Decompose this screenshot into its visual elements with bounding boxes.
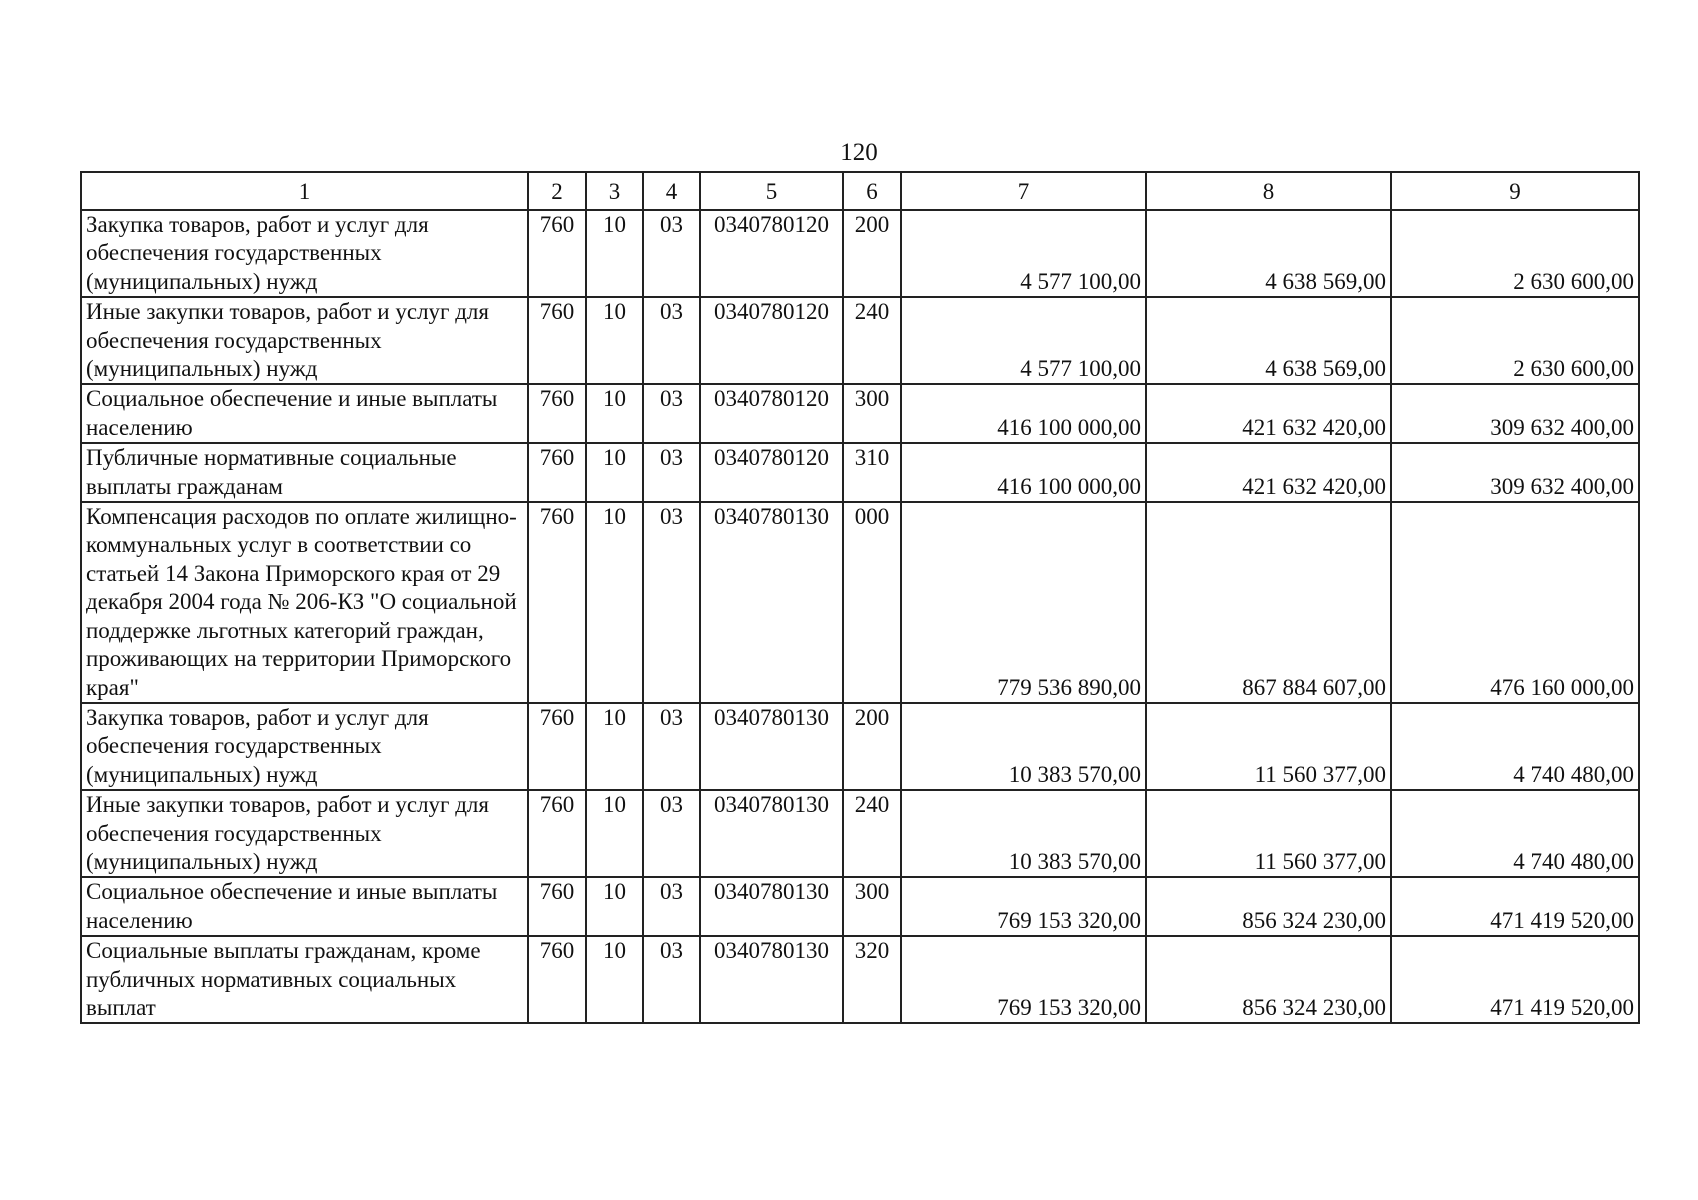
expense-type-code: 320: [843, 936, 901, 1023]
page-number: 120: [840, 139, 878, 166]
amount-col-7: 769 153 320,00: [901, 936, 1146, 1023]
amount-col-9: 2 630 600,00: [1391, 297, 1639, 384]
amount-col-8: 4 638 569,00: [1146, 297, 1391, 384]
amount-col-9: 471 419 520,00: [1391, 877, 1639, 936]
section-code: 10: [586, 877, 643, 936]
expense-name: Публичные нормативные социальные выплаты гражданам: [81, 443, 528, 502]
ministry-code: 760: [528, 877, 586, 936]
expense-name: Иные закупки товаров, работ и услуг для обеспечения государственных (муниципальных) нужд: [81, 297, 528, 384]
subsection-code: 03: [643, 936, 700, 1023]
section-code: 10: [586, 936, 643, 1023]
ministry-code: 760: [528, 703, 586, 790]
amount-col-9: 309 632 400,00: [1391, 384, 1639, 443]
subsection-code: 03: [643, 703, 700, 790]
expense-type-code: 200: [843, 210, 901, 297]
amount-col-9: 4 740 480,00: [1391, 703, 1639, 790]
amount-col-8: 867 884 607,00: [1146, 502, 1391, 703]
amount-col-8: 856 324 230,00: [1146, 877, 1391, 936]
amount-col-9: 476 160 000,00: [1391, 502, 1639, 703]
amount-col-9: 309 632 400,00: [1391, 443, 1639, 502]
ministry-code: 760: [528, 297, 586, 384]
amount-col-9: 4 740 480,00: [1391, 790, 1639, 877]
expense-type-code: 240: [843, 297, 901, 384]
section-code: 10: [586, 210, 643, 297]
section-code: 10: [586, 443, 643, 502]
expense-name: Иные закупки товаров, работ и услуг для обеспечения государственных (муниципальных) нужд: [81, 790, 528, 877]
target-article-code: 0340780130: [700, 936, 843, 1023]
amount-col-7: 416 100 000,00: [901, 443, 1146, 502]
expense-type-code: 300: [843, 877, 901, 936]
header-cell-3: 3: [586, 172, 643, 210]
table-row: [81, 297, 1639, 384]
subsection-code: 03: [643, 210, 700, 297]
amount-col-7: 779 536 890,00: [901, 502, 1146, 703]
target-article-code: 0340780130: [700, 502, 843, 703]
header-cell-4: 4: [643, 172, 700, 210]
table-row: [81, 703, 1639, 790]
amount-col-8: 421 632 420,00: [1146, 384, 1391, 443]
subsection-code: 03: [643, 297, 700, 384]
amount-col-7: 4 577 100,00: [901, 210, 1146, 297]
expense-type-code: 240: [843, 790, 901, 877]
header-cell-8: 8: [1146, 172, 1391, 210]
target-article-code: 0340780120: [700, 443, 843, 502]
target-article-code: 0340780120: [700, 210, 843, 297]
expense-name: Социальные выплаты гражданам, кроме публичных нормативных социальных выплат: [81, 936, 528, 1023]
amount-col-9: 471 419 520,00: [1391, 936, 1639, 1023]
expense-name: Социальное обеспечение и иные выплаты населению: [81, 384, 528, 443]
target-article-code: 0340780130: [700, 703, 843, 790]
amount-col-9: 2 630 600,00: [1391, 210, 1639, 297]
amount-col-8: 11 560 377,00: [1146, 703, 1391, 790]
table-body: [81, 210, 1639, 1023]
header-row: [81, 172, 1639, 210]
header-cell-2: 2: [528, 172, 586, 210]
header-cell-1: 1: [81, 172, 528, 210]
table-header: [81, 172, 1639, 210]
table-row: [81, 877, 1639, 936]
table-row: [81, 384, 1639, 443]
amount-col-7: 10 383 570,00: [901, 790, 1146, 877]
subsection-code: 03: [643, 790, 700, 877]
target-article-code: 0340780130: [700, 877, 843, 936]
section-code: 10: [586, 384, 643, 443]
table-row: [81, 502, 1639, 703]
expense-name: Компенсация расходов по оплате жилищно-коммунальных услуг в соответствии со статьей 14 Закона Приморского края от 29 декабря 2004 года № 206-КЗ "О социальной поддержке льготных категорий граждан, проживающих на территории Приморского края": [81, 502, 528, 703]
expense-type-code: 310: [843, 443, 901, 502]
ministry-code: 760: [528, 384, 586, 443]
subsection-code: 03: [643, 502, 700, 703]
ministry-code: 760: [528, 502, 586, 703]
expense-name: Закупка товаров, работ и услуг для обеспечения государственных (муниципальных) нужд: [81, 210, 528, 297]
table-row: [81, 210, 1639, 297]
section-code: 10: [586, 502, 643, 703]
target-article-code: 0340780120: [700, 384, 843, 443]
ministry-code: 760: [528, 210, 586, 297]
amount-col-7: 416 100 000,00: [901, 384, 1146, 443]
amount-col-8: 856 324 230,00: [1146, 936, 1391, 1023]
section-code: 10: [586, 790, 643, 877]
table-row: [81, 443, 1639, 502]
target-article-code: 0340780130: [700, 790, 843, 877]
budget-table: [80, 171, 1640, 1024]
amount-col-8: 4 638 569,00: [1146, 210, 1391, 297]
ministry-code: 760: [528, 936, 586, 1023]
expense-type-code: 200: [843, 703, 901, 790]
table-row: [81, 790, 1639, 877]
amount-col-7: 10 383 570,00: [901, 703, 1146, 790]
amount-col-8: 421 632 420,00: [1146, 443, 1391, 502]
amount-col-8: 11 560 377,00: [1146, 790, 1391, 877]
expense-type-code: 300: [843, 384, 901, 443]
amount-col-7: 4 577 100,00: [901, 297, 1146, 384]
section-code: 10: [586, 297, 643, 384]
subsection-code: 03: [643, 384, 700, 443]
header-cell-7: 7: [901, 172, 1146, 210]
section-code: 10: [586, 703, 643, 790]
subsection-code: 03: [643, 443, 700, 502]
amount-col-7: 769 153 320,00: [901, 877, 1146, 936]
header-cell-6: 6: [843, 172, 901, 210]
header-cell-9: 9: [1391, 172, 1639, 210]
expense-name: Социальное обеспечение и иные выплаты населению: [81, 877, 528, 936]
subsection-code: 03: [643, 877, 700, 936]
ministry-code: 760: [528, 790, 586, 877]
target-article-code: 0340780120: [700, 297, 843, 384]
expense-type-code: 000: [843, 502, 901, 703]
expense-name: Закупка товаров, работ и услуг для обеспечения государственных (муниципальных) нужд: [81, 703, 528, 790]
ministry-code: 760: [528, 443, 586, 502]
header-cell-5: 5: [700, 172, 843, 210]
table-row: [81, 936, 1639, 1023]
